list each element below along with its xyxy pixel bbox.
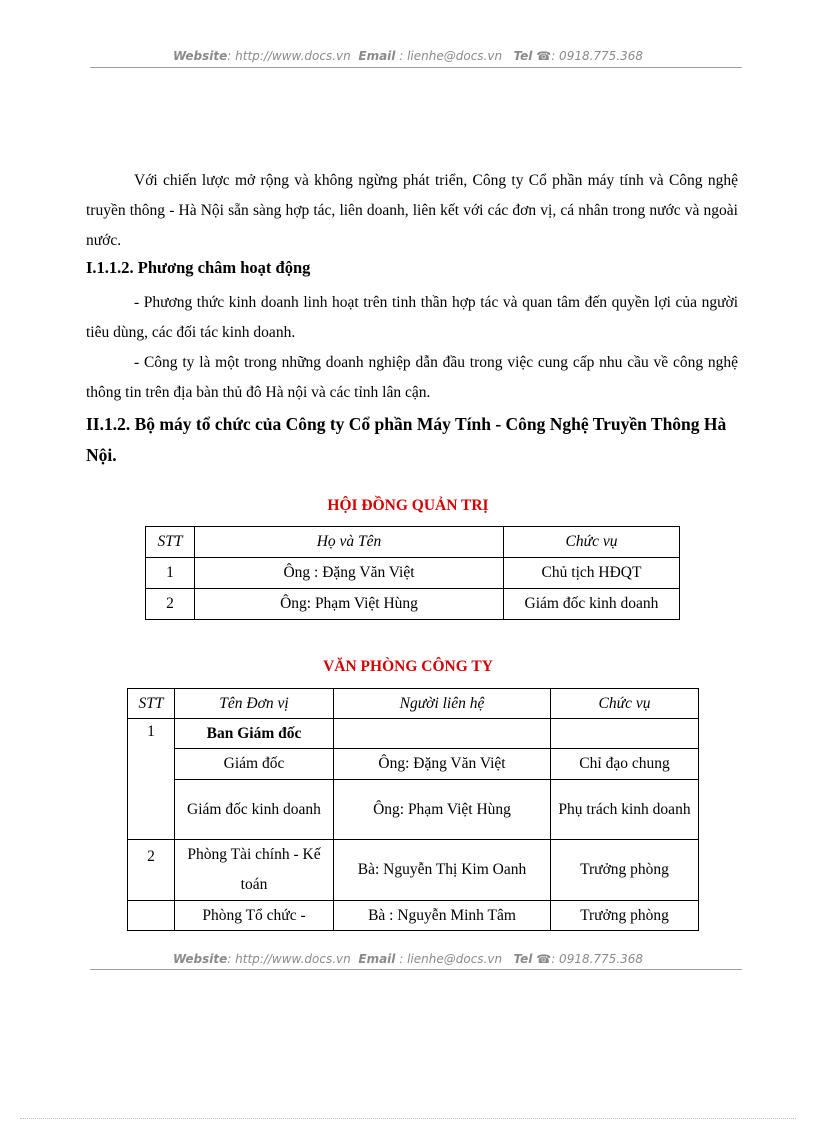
cell-position: Giám đốc kinh doanh — [504, 589, 680, 620]
phone-icon: ☎ — [536, 952, 552, 966]
cell-stt: 1 — [128, 719, 175, 840]
board-table — [145, 526, 680, 620]
table-row — [128, 901, 699, 931]
phone-icon: ☎ — [536, 49, 552, 63]
col-name: Họ và Tên — [195, 527, 504, 558]
cell-unit: Giám đốc — [175, 749, 334, 780]
table-header-row — [146, 527, 680, 558]
paragraph-principle-2: - Công ty là một trong những doanh nghiệp dẫn đầu trong việc cung cấp nhu cầu về công nghệ thông tin trên địa bàn thủ đô Hà nội và các tỉnh lân cận. — [86, 354, 738, 401]
cell-position: Trưởng phòng — [551, 840, 699, 901]
cell-name: Ông : Đặng Văn Việt — [195, 558, 504, 589]
cell-position: Chỉ đạo chung — [551, 749, 699, 780]
cell-position — [551, 719, 699, 749]
page-header — [0, 49, 816, 63]
page-bottom-border — [20, 1118, 796, 1119]
table-row — [128, 780, 699, 840]
office-title: VĂN PHÒNG CÔNG TY — [323, 658, 493, 675]
table-row — [146, 589, 680, 620]
cell-unit: Ban Giám đốc — [175, 719, 334, 749]
col-position: Chức vụ — [551, 689, 699, 719]
website-value: : http://www.docs.vn — [227, 49, 351, 63]
email-value: : lienhe@docs.vn — [399, 49, 503, 63]
cell-name: Ông: Phạm Việt Hùng — [195, 589, 504, 620]
cell-contact: Ông: Đặng Văn Việt — [334, 749, 551, 780]
cell-contact: Bà : Nguyễn Minh Tâm — [334, 901, 551, 931]
table-row — [128, 840, 699, 901]
col-position: Chức vụ — [504, 527, 680, 558]
tel-value: : 0918.775.368 — [551, 952, 644, 966]
cell-stt — [128, 901, 175, 931]
website-label: Website — [172, 49, 228, 63]
cell-stt: 2 — [128, 840, 175, 901]
cell-stt: 1 — [146, 558, 195, 589]
cell-contact — [334, 719, 551, 749]
cell-stt: 2 — [146, 589, 195, 620]
cell-position: Phụ trách kinh doanh — [551, 780, 699, 840]
heading-organization: II.1.2. Bộ máy tổ chức của Công ty Cổ phần Máy Tính - Công Nghệ Truyền Thông Hà Nội. — [86, 414, 727, 465]
cell-contact: Bà: Nguyễn Thị Kim Oanh — [334, 840, 551, 901]
header-rule — [90, 67, 742, 68]
cell-unit: Phòng Tài chính - Kế toán — [175, 840, 334, 901]
footer-rule — [90, 969, 742, 970]
cell-contact: Ông: Phạm Việt Hùng — [334, 780, 551, 840]
table-row — [128, 749, 699, 780]
paragraph-strategy: Với chiến lược mở rộng và không ngừng phát triển, Công ty Cổ phần máy tính và Công nghệ truyền thông - Hà Nội sẵn sàng hợp tác, liên doanh, liên kết với các đơn vị, cá nhân trong nước và ngoài nước. — [86, 172, 738, 249]
paragraph-principle-1: - Phương thức kinh doanh linh hoạt trên tinh thần hợp tác và quan tâm đến quyền lợi của người tiêu dùng, các đối tác kinh doanh. — [86, 294, 738, 341]
tel-label: Tel — [513, 49, 533, 63]
heading-principles: I.1.1.2. Phương châm hoạt động — [86, 258, 311, 277]
table-row — [128, 719, 699, 749]
email-label: Email — [358, 49, 396, 63]
table-header-row — [128, 689, 699, 719]
cell-position: Chủ tịch HĐQT — [504, 558, 680, 589]
table-row — [146, 558, 680, 589]
website-label: Website — [172, 952, 228, 966]
page-footer — [0, 952, 816, 966]
tel-value: : 0918.775.368 — [551, 49, 644, 63]
col-unit: Tên Đơn vị — [175, 689, 334, 719]
email-label: Email — [358, 952, 396, 966]
board-title: HỘI ĐỒNG QUẢN TRỊ — [327, 497, 489, 514]
office-table — [127, 688, 699, 931]
website-value: : http://www.docs.vn — [227, 952, 351, 966]
cell-position: Trưởng phòng — [551, 901, 699, 931]
cell-unit: Phòng Tổ chức - — [175, 901, 334, 931]
tel-label: Tel — [513, 952, 533, 966]
email-value: : lienhe@docs.vn — [399, 952, 503, 966]
cell-unit: Giám đốc kinh doanh — [175, 780, 334, 840]
col-stt: STT — [146, 527, 195, 558]
col-stt: STT — [128, 689, 175, 719]
col-contact: Người liên hệ — [334, 689, 551, 719]
